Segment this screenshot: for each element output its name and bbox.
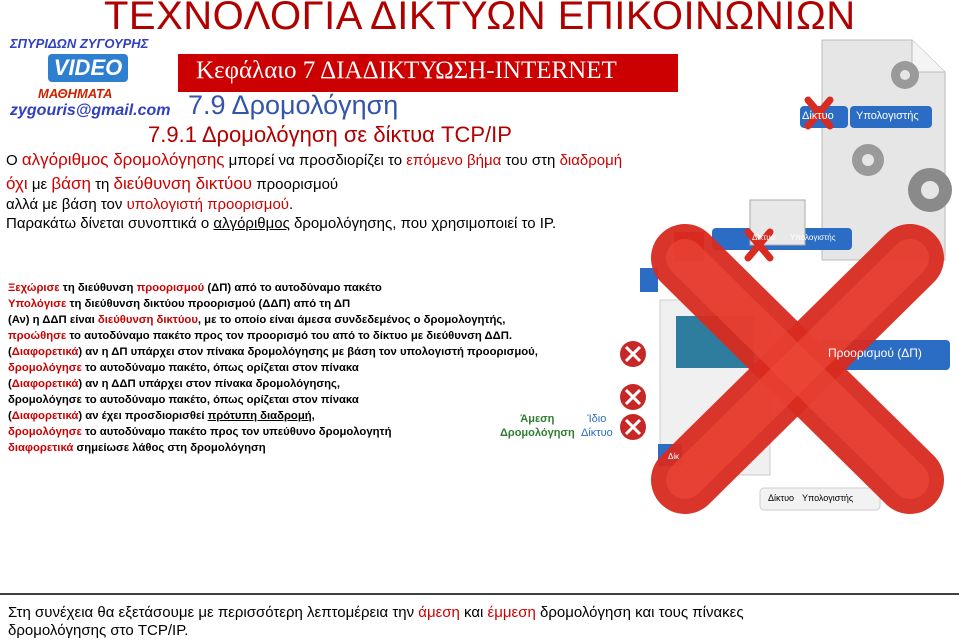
chapter-title: Κεφάλαιο 7 ΔΙΑΔΙΚΤΥΩΣΗ-INTERNET — [196, 57, 617, 84]
author-email: zygouris@gmail.com — [10, 102, 171, 119]
close-icon — [620, 414, 646, 440]
direct-routing-label: Άμεση Δρομολόγηση — [500, 413, 575, 439]
intro-line-2: όχι με βάση τη διεύθυνση δικτύου προορισμού — [6, 174, 339, 193]
dest-label: Προορισμού (ΔΠ) — [828, 346, 922, 360]
author-name: ΣΠΥΡΙΔΩΝ ΖΥΓΟΥΡΗΣ — [10, 36, 149, 51]
step-line-3: (Αν) η ΔΔΠ είναι διεύθυνση δικτύου, με το οποίο είναι άμεσα συνδεδεμένος ο δρομολογητής, — [8, 314, 506, 326]
same-network-label: Ίδιο Δίκτυο — [581, 413, 613, 439]
step-line-5: (Διαφορετικά) αν η ΔΠ υπάρχει στον πίνακα δρομολόγησης με βάση τον υπολογιστή προορισμού, — [8, 346, 538, 358]
bottom-tab-computer-label: Υπολογιστής — [802, 493, 854, 503]
document-gears-icon — [822, 40, 952, 260]
intro-line-4: Παρακάτω δίνεται συνοπτικά ο αλγόριθμος δρομολόγησης, που χρησιμοποιεί το IP. — [6, 215, 557, 232]
lessons-label: ΜΑΘΗΜΑΤΑ — [38, 86, 113, 101]
mid-tab-network-label: Δίκτυο — [752, 233, 776, 242]
mid-tab-computer-label: Υπολογιστής — [790, 233, 836, 242]
close-icon — [620, 341, 646, 367]
top-tab-network-label: Δίκτυο — [802, 110, 834, 122]
step-line-2: Υπολόγισε τη διεύθυνση δικτύου προορισμού (ΔΔΠ) από τη ΔΠ — [8, 298, 351, 310]
bottom-text: Στη συνέχεια θα εξετάσουμε με περισσότερη λεπτομέρεια την άμεση και έμμεση δρομολόγηση και τους πίνακες δρομολόγησης στο TCP/IP. — [8, 604, 744, 639]
step-line-10: δρομολόγησε το αυτοδύναμο πακέτο προς τον υπεύθυνο δρομολογητή — [8, 426, 392, 438]
intro-line-1: Ο αλγόριθμος δρομολόγησης μπορεί να προσδιορίζει το επόμενο βήμα του στη διαδρομή — [6, 150, 623, 169]
section-title: 7.9 Δρομολόγηση — [188, 90, 399, 120]
subsection-title: 7.9.1 Δρομολόγηση σε δίκτυα TCP/IP — [148, 122, 512, 147]
step-line-11: διαφορετικά σημείωσε λάθος στη δρομολόγηση — [8, 442, 266, 454]
intro-line-3: αλλά με βάση τον υπολογιστή προορισμού. — [6, 196, 294, 213]
step-line-7: (Διαφορετικά) αν η ΔΔΠ υπάρχει στον πίνακα δρομολόγησης, — [8, 378, 340, 390]
main-title: ΤΕΧΝΟΛΟΓΙΑ ΔΙΚΤΥΩΝ ΕΠΙΚΟΙΝΩΝΙΩΝ — [104, 0, 856, 38]
step-line-4: προώθησε το αυτοδύναμο πακέτο προς τον προορισμό του από το δίκτυο με διεύθυνση ΔΔΠ. — [8, 330, 513, 342]
small-network-label: Δίκ — [668, 452, 680, 461]
video-logo: VIDEO — [48, 54, 128, 82]
bottom-tab-network-label: Δίκτυο — [768, 493, 794, 503]
close-icon — [620, 384, 646, 410]
top-tab-computer-label: Υπολογιστής — [856, 110, 919, 122]
step-line-8: δρομολόγησε το αυτοδύναμο πακέτο, όπως ορίζεται στον πίνακα — [8, 394, 359, 406]
step-line-9: (Διαφορετικά) αν έχει προσδιορισθεί πρότυπη διαδρομή, — [8, 410, 315, 422]
step-line-6: δρομολόγησε το αυτοδύναμο πακέτο, όπως ορίζεται στον πίνακα — [8, 362, 359, 374]
step-line-1: Ξεχώρισε τη διεύθυνση προορισμού (ΔΠ) από το αυτοδύναμο πακέτο — [8, 282, 382, 294]
